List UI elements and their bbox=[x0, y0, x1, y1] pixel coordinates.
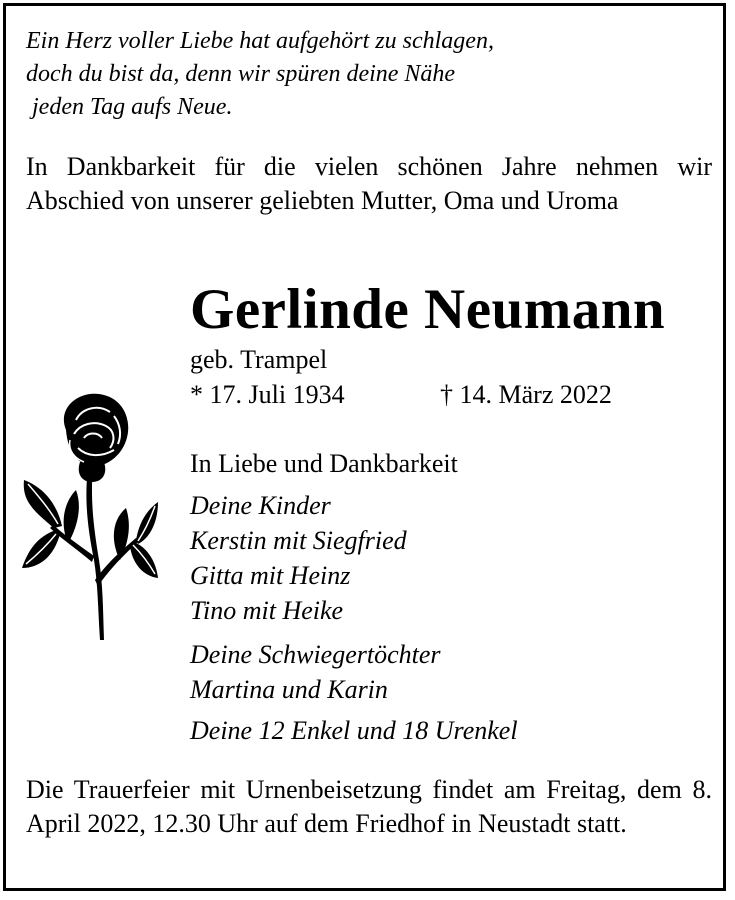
rose-icon bbox=[18, 390, 160, 642]
family-line: Tino mit Heike bbox=[190, 596, 344, 625]
deceased-name: Gerlinde Neumann bbox=[190, 278, 666, 341]
poem-line: doch du bist da, denn wir spüren deine Nähe bbox=[26, 61, 456, 87]
funeral-service-text: Die Trauerfeier mit Urnenbeisetzung findet am Freitag, dem 8. April 2022, 12.30 Uhr auf dem Friedhof in Neustadt statt. bbox=[26, 775, 712, 838]
family-line: Deine Schwiegertöchter bbox=[190, 640, 441, 669]
poem-line: Ein Herz voller Liebe hat aufgehört zu schlagen, bbox=[26, 28, 494, 54]
intro-text: In Dankbarkeit für die vielen schönen Jahre nehmen wir Abschied von unserer geliebten Mutter, Oma und Uroma bbox=[26, 152, 712, 215]
death-date: † 14. März 2022 bbox=[440, 380, 612, 409]
family-line: Deine 12 Enkel und 18 Urenkel bbox=[190, 716, 518, 745]
children-group bbox=[190, 488, 407, 628]
family-intro: In Liebe und Dankbarkeit bbox=[190, 449, 458, 478]
maiden-name: geb. Trampel bbox=[190, 345, 328, 374]
memorial-poem bbox=[26, 25, 706, 124]
birth-date: * 17. Juli 1934 bbox=[190, 380, 345, 409]
family-line: Martina und Karin bbox=[190, 675, 388, 704]
family-line: Deine Kinder bbox=[190, 491, 331, 520]
grandchildren-group bbox=[190, 713, 518, 748]
family-line: Gitta mit Heinz bbox=[190, 561, 351, 590]
poem-line: jeden Tag aufs Neue. bbox=[32, 94, 233, 120]
family-line: Kerstin mit Siegfried bbox=[190, 526, 407, 555]
daughters-in-law-group bbox=[190, 637, 441, 707]
